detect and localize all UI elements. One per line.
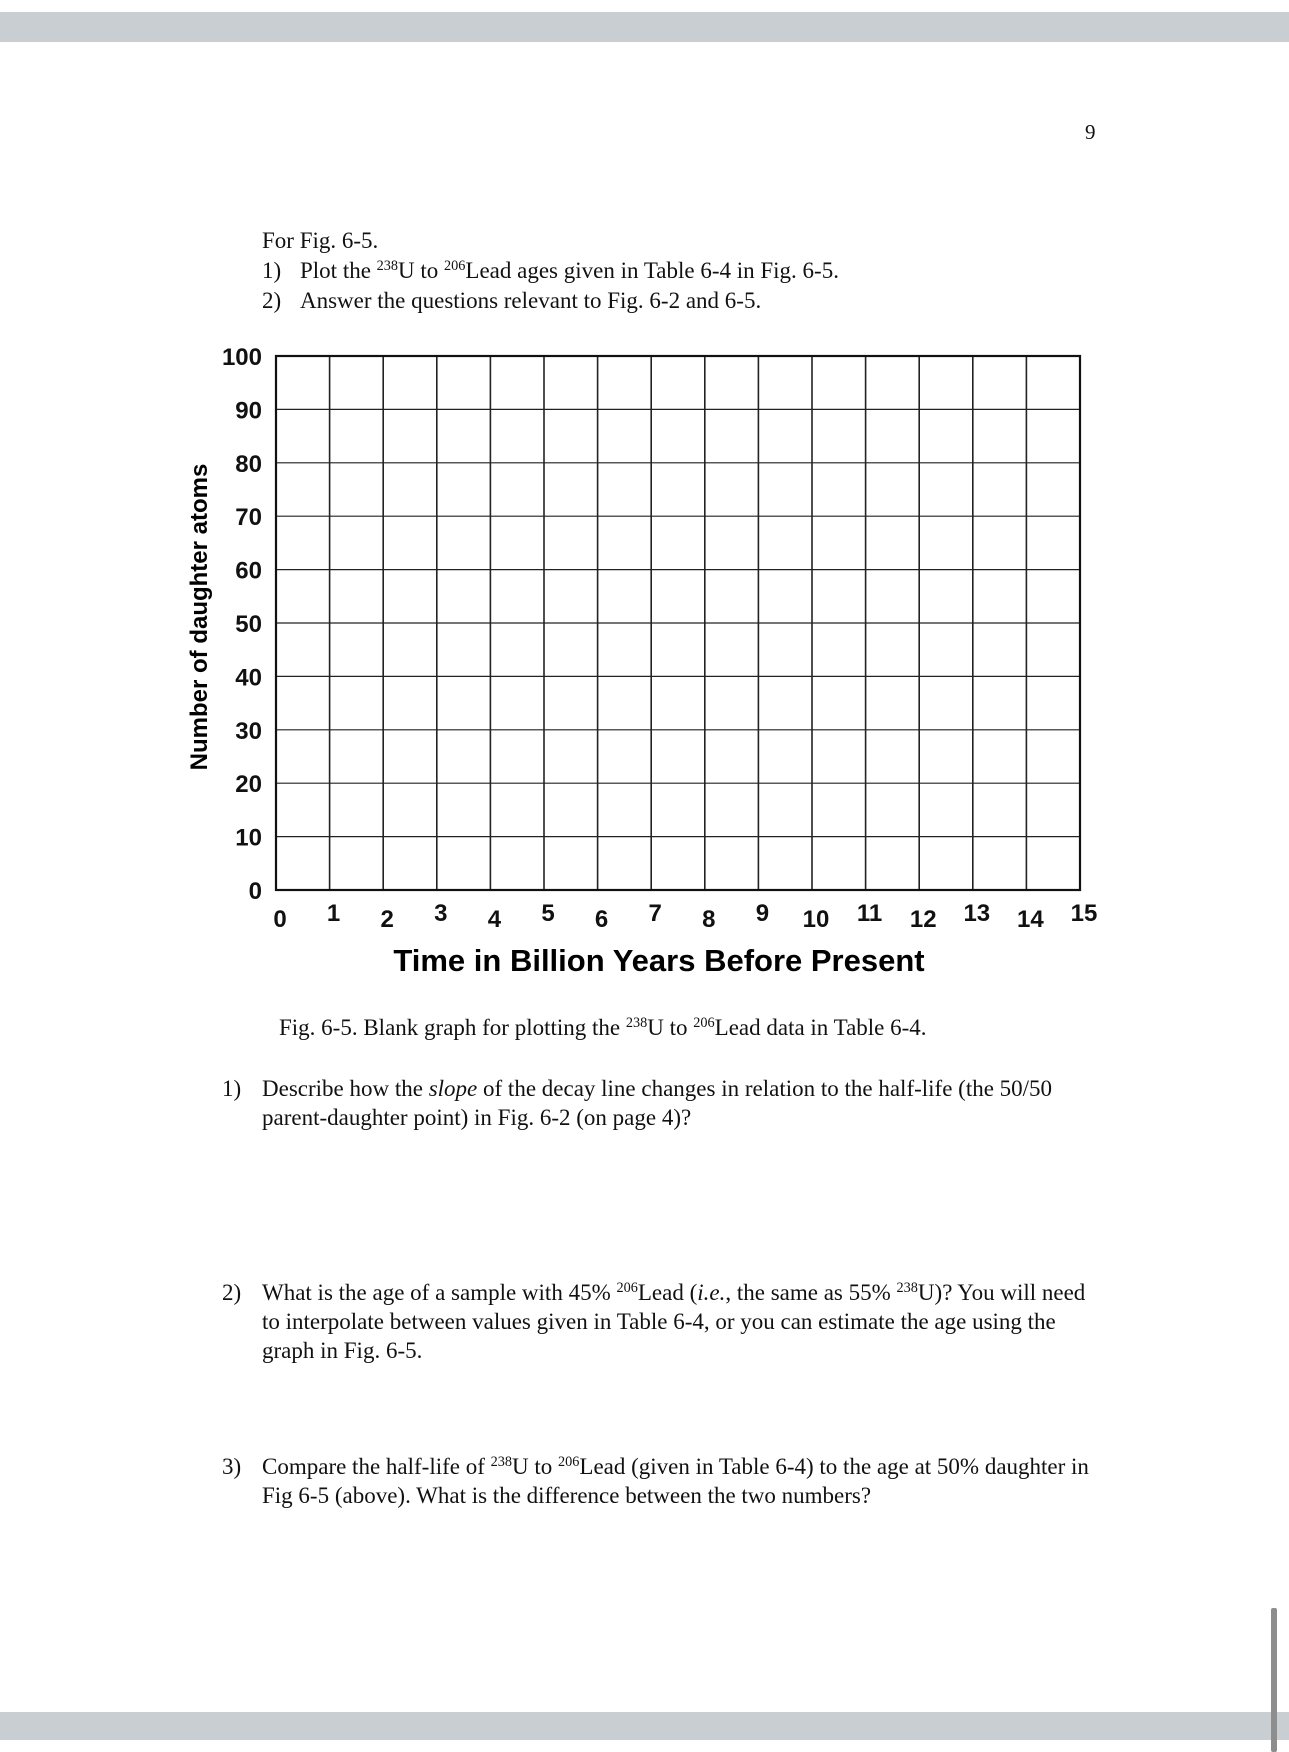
grid	[276, 356, 1080, 890]
x-tick-label: 3	[434, 900, 448, 927]
x-tick-label: 5	[541, 900, 555, 927]
bottom-toolbar	[0, 1712, 1289, 1740]
instructions	[262, 226, 839, 316]
x-tick-label: 9	[755, 900, 770, 927]
x-tick-label: 1	[326, 900, 341, 927]
instruction-number: 1)	[262, 258, 282, 283]
y-tick-label: 70	[235, 504, 262, 532]
x-tick-label: 4	[487, 906, 502, 933]
question-number: 2)	[222, 1280, 242, 1305]
question-3: 3) Compare the half-life of $^{238}$U to $^{206}$Lead (given in Table 6-4) to the age at 50% daughter in Fig 6-5 (above). What is the difference between the two numbers?	[222, 1454, 1089, 1508]
instruction-item-2: 2) Answer the questions relevant to Fig. 6-2 and 6-5.	[262, 286, 839, 316]
x-tick-label: 6	[594, 906, 609, 933]
y-tick-label: 10	[235, 824, 262, 852]
page-number: 9	[1085, 120, 1096, 144]
y-ticks	[222, 344, 262, 905]
x-tick-label: 15	[1070, 900, 1098, 927]
x-tick-label: 11	[856, 900, 883, 927]
x-axis-label: Time in Billion Years Before Present	[393, 943, 925, 978]
x-tick-label: 2	[380, 906, 394, 933]
y-tick-label: 80	[235, 450, 262, 478]
x-tick-label: 13	[963, 900, 991, 927]
x-tick-label: 7	[648, 900, 662, 927]
instruction-item-1: 1) Plot the $^{238}$U to $^{206}$Lead ages given in Table 6-4 in Fig. 6-5.	[262, 256, 839, 286]
blank-graph	[0, 330, 1289, 990]
y-tick-label: 50	[235, 611, 262, 638]
question-number: 1)	[222, 1076, 242, 1101]
y-tick-label: 90	[235, 397, 262, 425]
scrollbar-thumb[interactable]	[1271, 1608, 1277, 1752]
question-2: 2) What is the age of a sample with 45% $^{206}$Lead (i.e., the same as 55% $^{238}$U)? You will need to interpolate between values given in Table 6-4, or you can estimate the age using the graph in Fig. 6-5.	[222, 1280, 1086, 1363]
y-tick-label: 60	[235, 557, 262, 585]
y-tick-label: 30	[235, 717, 262, 745]
top-toolbar	[0, 12, 1289, 42]
y-tick-label: 100	[221, 344, 262, 371]
x-tick-label: 8	[702, 906, 716, 933]
y-tick-label: 0	[248, 878, 262, 905]
question-number: 3)	[222, 1454, 242, 1479]
x-tick-label: 12	[909, 906, 937, 933]
figure-caption: Fig. 6-5. Blank graph for plotting the $^{238}$U to $^{206}$Lead data in Table 6-4.	[279, 1015, 927, 1040]
question-1: 1) Describe how the slope of the decay line changes in relation to the half-life (the 50/50 parent-daughter point) in Fig. 6-2 (on page 4)?	[222, 1076, 1053, 1130]
y-tick-label: 20	[235, 771, 262, 799]
instruction-number: 2)	[262, 288, 282, 313]
instructions-heading: For Fig. 6-5.	[262, 228, 379, 253]
y-tick-label: 40	[235, 664, 262, 692]
x-ticks	[273, 900, 1097, 933]
x-tick-label: 10	[802, 906, 830, 933]
y-axis-label: Number of daughter atoms	[186, 463, 213, 771]
x-tick-label: 0	[273, 906, 287, 933]
x-tick-label: 14	[1017, 906, 1044, 933]
